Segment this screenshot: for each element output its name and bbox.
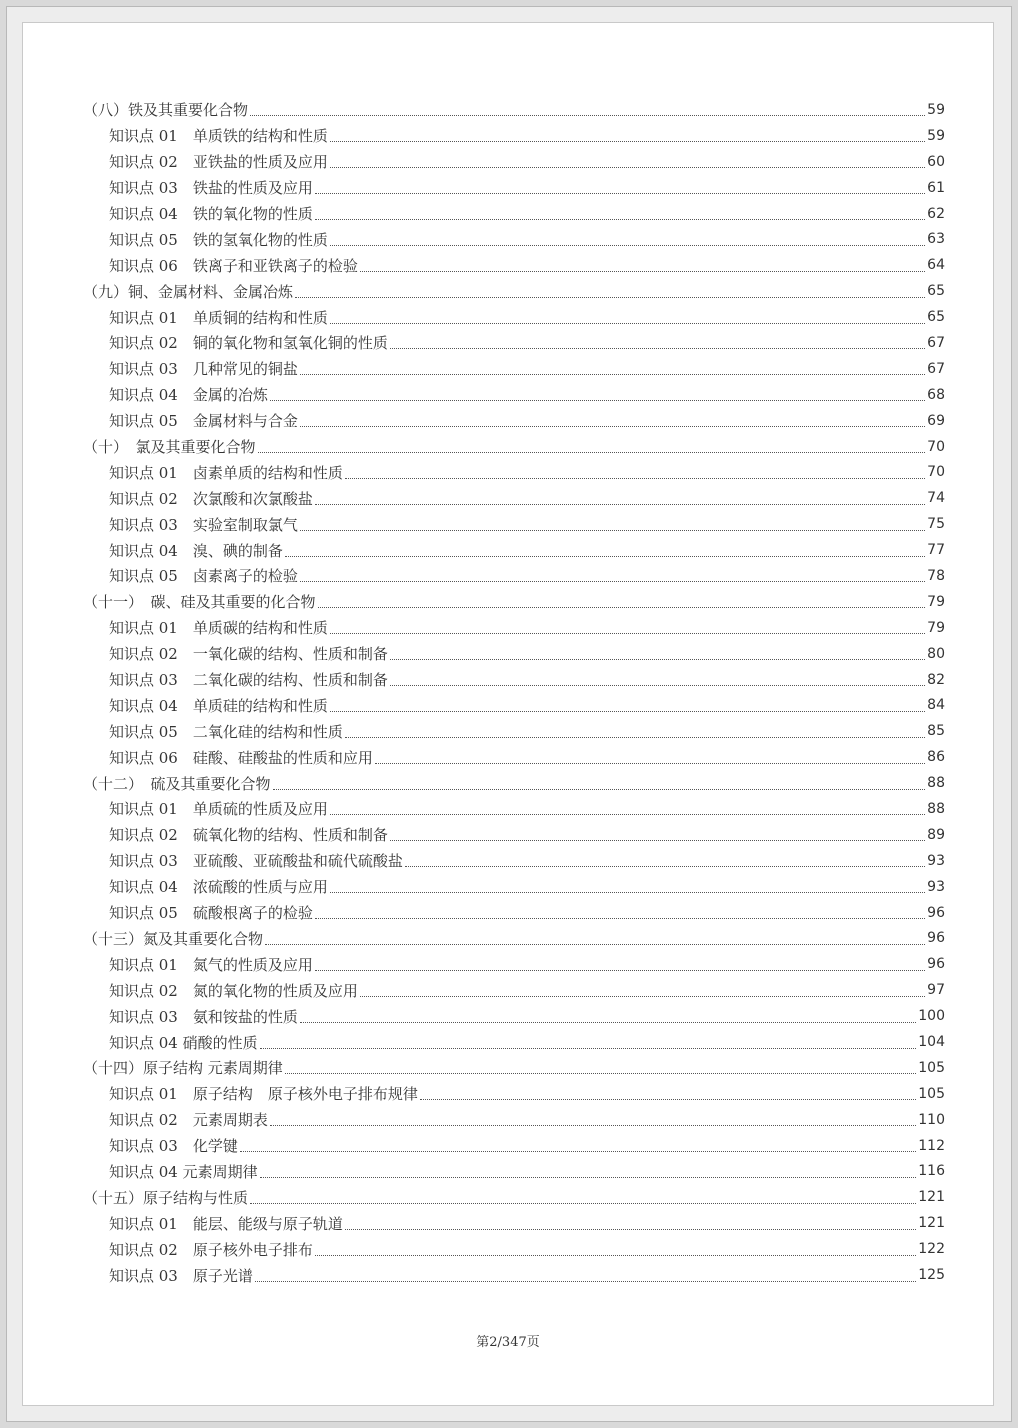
toc-entry-page-number: 82	[927, 671, 945, 688]
toc-dot-leader	[390, 659, 925, 660]
toc-dot-leader	[270, 400, 925, 401]
toc-dot-leader	[315, 193, 925, 194]
toc-chapter-entry[interactable]	[83, 926, 945, 952]
toc-entry-page-number: 88	[927, 775, 945, 792]
table-of-contents	[83, 97, 945, 1288]
toc-dot-leader	[300, 530, 925, 531]
toc-dot-leader	[330, 814, 925, 815]
toc-knowledge-point-entry[interactable]	[83, 822, 945, 848]
toc-entry-page-number: 96	[927, 904, 945, 921]
toc-entry-label: 知识点 03 化学键	[109, 1137, 238, 1156]
toc-entry-label: 知识点 02 次氯酸和次氯酸盐	[109, 489, 313, 508]
toc-entry-page-number: 116	[918, 1163, 945, 1180]
toc-knowledge-point-entry[interactable]	[83, 1081, 945, 1107]
toc-knowledge-point-entry[interactable]	[83, 796, 945, 822]
toc-knowledge-point-entry[interactable]	[83, 977, 945, 1003]
toc-dot-leader	[315, 504, 925, 505]
toc-entry-page-number: 62	[927, 205, 945, 222]
toc-entry-page-number: 105	[918, 1059, 945, 1076]
toc-entry-label: 知识点 04 元素周期律	[109, 1162, 258, 1181]
toc-knowledge-point-entry[interactable]	[83, 175, 945, 201]
toc-entry-label: 知识点 02 一氧化碳的结构、性质和制备	[109, 645, 388, 664]
toc-entry-label: （九）铜、金属材料、金属冶炼	[83, 282, 294, 301]
toc-entry-page-number: 112	[918, 1137, 945, 1154]
toc-entry-page-number: 97	[927, 982, 945, 999]
toc-entry-label: 知识点 03 实验室制取氯气	[109, 515, 298, 534]
toc-entry-page-number: 93	[927, 852, 945, 869]
toc-entry-page-number: 61	[927, 179, 945, 196]
toc-knowledge-point-entry[interactable]	[83, 511, 945, 537]
toc-entry-label: 知识点 03 原子光谱	[109, 1266, 253, 1285]
toc-dot-leader	[360, 271, 925, 272]
toc-knowledge-point-entry[interactable]	[83, 330, 945, 356]
toc-entry-label: （十） 氯及其重要化合物	[83, 438, 256, 457]
toc-knowledge-point-entry[interactable]	[83, 252, 945, 278]
toc-entry-label: （八）铁及其重要化合物	[83, 101, 249, 120]
toc-knowledge-point-entry[interactable]	[83, 537, 945, 563]
toc-entry-page-number: 74	[927, 490, 945, 507]
toc-dot-leader	[300, 374, 925, 375]
toc-knowledge-point-entry[interactable]	[83, 123, 945, 149]
toc-dot-leader	[273, 789, 926, 790]
toc-dot-leader	[285, 1073, 916, 1074]
toc-knowledge-point-entry[interactable]	[83, 1210, 945, 1236]
toc-knowledge-point-entry[interactable]	[83, 382, 945, 408]
toc-entry-label: 知识点 05 铁的氢氧化物的性质	[109, 230, 328, 249]
toc-dot-leader	[258, 452, 926, 453]
toc-entry-label: （十一） 碳、硅及其重要的化合物	[83, 593, 316, 612]
toc-entry-page-number: 65	[927, 309, 945, 326]
toc-entry-page-number: 110	[918, 1111, 945, 1128]
toc-knowledge-point-entry[interactable]	[83, 459, 945, 485]
toc-entry-label: （十二） 硫及其重要化合物	[83, 774, 271, 793]
toc-entry-label: 知识点 04 金属的冶炼	[109, 386, 268, 405]
toc-dot-leader	[345, 1229, 916, 1230]
toc-entry-label: 知识点 04 铁的氧化物的性质	[109, 205, 313, 223]
toc-entry-page-number: 70	[927, 438, 945, 455]
toc-entry-label: （十五）原子结构与性质	[83, 1188, 249, 1207]
toc-dot-leader	[330, 633, 925, 634]
toc-knowledge-point-entry[interactable]	[83, 848, 945, 874]
toc-dot-leader	[260, 1048, 917, 1049]
toc-entry-label: 知识点 04 溴、碘的制备	[109, 541, 283, 560]
toc-entry-label: 知识点 06 硅酸、硅酸盐的性质和应用	[109, 748, 373, 767]
toc-knowledge-point-entry[interactable]	[83, 485, 945, 511]
toc-dot-leader	[420, 1099, 916, 1100]
toc-dot-leader	[390, 685, 925, 686]
toc-entry-label: 知识点 02 元素周期表	[109, 1111, 268, 1130]
toc-entry-page-number: 88	[927, 800, 945, 817]
toc-dot-leader	[300, 426, 925, 427]
toc-knowledge-point-entry[interactable]	[83, 692, 945, 718]
toc-knowledge-point-entry[interactable]	[83, 149, 945, 175]
toc-chapter-entry[interactable]	[83, 434, 945, 460]
toc-knowledge-point-entry[interactable]	[83, 201, 945, 227]
toc-dot-leader	[315, 1255, 916, 1256]
toc-knowledge-point-entry[interactable]	[83, 951, 945, 977]
toc-entry-label: 知识点 01 氮气的性质及应用	[109, 955, 313, 974]
toc-knowledge-point-entry[interactable]	[83, 874, 945, 900]
toc-knowledge-point-entry[interactable]	[83, 304, 945, 330]
toc-entry-label: 知识点 01 卤素单质的结构和性质	[109, 463, 343, 482]
toc-entry-label: 知识点 03 二氧化碳的结构、性质和制备	[109, 671, 388, 690]
toc-entry-page-number: 100	[918, 1008, 945, 1025]
toc-dot-leader	[300, 1022, 916, 1023]
toc-knowledge-point-entry[interactable]	[83, 615, 945, 641]
toc-knowledge-point-entry[interactable]	[83, 408, 945, 434]
toc-entry-label: 知识点 02 硫氧化物的结构、性质和制备	[109, 826, 388, 845]
toc-entry-label: 知识点 04 单质硅的结构和性质	[109, 696, 328, 715]
document-page	[22, 22, 994, 1406]
toc-entry-page-number: 122	[918, 1241, 945, 1258]
toc-entry-label: 知识点 04 硝酸的性质	[109, 1033, 258, 1052]
toc-entry-label: （十四）原子结构 元素周期律	[83, 1059, 283, 1078]
toc-dot-leader	[330, 323, 925, 324]
toc-entry-page-number: 105	[918, 1085, 945, 1102]
toc-chapter-entry[interactable]	[83, 770, 945, 796]
toc-knowledge-point-entry[interactable]	[83, 641, 945, 667]
toc-knowledge-point-entry[interactable]	[83, 1133, 945, 1159]
toc-entry-page-number: 79	[927, 619, 945, 636]
toc-entry-label: 知识点 02 原子核外电子排布	[109, 1240, 313, 1259]
toc-chapter-entry[interactable]	[83, 1184, 945, 1210]
toc-dot-leader	[318, 607, 926, 608]
toc-knowledge-point-entry[interactable]	[83, 744, 945, 770]
toc-entry-label: 知识点 03 氨和铵盐的性质	[109, 1007, 298, 1026]
toc-entry-page-number: 121	[918, 1189, 945, 1206]
toc-dot-leader	[265, 944, 925, 945]
toc-entry-label: 知识点 05 硫酸根离子的检验	[109, 904, 313, 923]
toc-knowledge-point-entry[interactable]	[83, 1029, 945, 1055]
toc-entry-label: 知识点 02 铜的氧化物和氢氧化铜的性质	[109, 334, 388, 353]
toc-entry-label: 知识点 03 亚硫酸、亚硫酸盐和硫代硫酸盐	[109, 852, 403, 871]
toc-entry-page-number: 93	[927, 878, 945, 895]
toc-dot-leader	[240, 1151, 916, 1152]
toc-entry-page-number: 85	[927, 723, 945, 740]
toc-entry-label: 知识点 03 几种常见的铜盐	[109, 360, 298, 379]
toc-dot-leader	[250, 1203, 916, 1204]
toc-entry-page-number: 59	[927, 101, 945, 118]
toc-dot-leader	[260, 1177, 917, 1178]
toc-entry-page-number: 104	[918, 1034, 945, 1050]
toc-entry-page-number: 84	[927, 697, 945, 714]
toc-entry-label: 知识点 01 单质碳的结构和性质	[109, 619, 328, 638]
toc-entry-page-number: 75	[927, 516, 945, 533]
toc-knowledge-point-entry[interactable]	[83, 1107, 945, 1133]
toc-dot-leader	[330, 245, 925, 246]
toc-entry-label: 知识点 05 金属材料与合金	[109, 412, 298, 431]
toc-entry-page-number: 64	[927, 257, 945, 274]
toc-entry-page-number: 78	[927, 567, 945, 584]
toc-entry-page-number: 79	[927, 593, 945, 610]
toc-knowledge-point-entry[interactable]	[83, 563, 945, 589]
toc-entry-label: 知识点 01 能层、能级与原子轨道	[109, 1214, 343, 1233]
toc-entry-label: （十三）氮及其重要化合物	[83, 929, 264, 948]
toc-chapter-entry[interactable]	[83, 278, 945, 304]
toc-dot-leader	[375, 763, 925, 764]
toc-dot-leader	[345, 737, 925, 738]
toc-entry-page-number: 70	[927, 464, 945, 481]
toc-knowledge-point-entry[interactable]	[83, 900, 945, 926]
toc-entry-label: 知识点 01 单质铜的结构和性质	[109, 308, 328, 327]
toc-entry-page-number: 67	[927, 334, 945, 351]
page-indicator: 第2/347页	[476, 1335, 540, 1350]
toc-dot-leader	[390, 348, 925, 349]
toc-knowledge-point-entry[interactable]	[83, 1262, 945, 1288]
toc-knowledge-point-entry[interactable]	[83, 356, 945, 382]
toc-entry-page-number: 68	[927, 386, 945, 403]
toc-entry-page-number: 77	[927, 542, 945, 559]
toc-entry-page-number: 60	[927, 153, 945, 170]
toc-entry-page-number: 69	[927, 412, 945, 429]
toc-entry-page-number: 121	[918, 1215, 945, 1232]
toc-entry-label: 知识点 02 氮的氧化物的性质及应用	[109, 981, 358, 1000]
toc-dot-leader	[330, 141, 925, 142]
toc-dot-leader	[270, 1125, 916, 1126]
toc-knowledge-point-entry[interactable]	[83, 718, 945, 744]
toc-dot-leader	[405, 866, 925, 867]
toc-chapter-entry[interactable]	[83, 97, 945, 123]
toc-knowledge-point-entry[interactable]	[83, 1159, 945, 1185]
toc-entry-label: 知识点 01 单质铁的结构和性质	[109, 127, 328, 146]
toc-entry-label: 知识点 04 浓硫酸的性质与应用	[109, 878, 328, 897]
toc-entry-page-number: 89	[927, 826, 945, 843]
toc-dot-leader	[250, 115, 925, 116]
toc-entry-page-number: 86	[927, 749, 945, 766]
toc-dot-leader	[390, 840, 925, 841]
toc-dot-leader	[315, 970, 925, 971]
toc-dot-leader	[330, 711, 925, 712]
toc-dot-leader	[330, 892, 925, 893]
toc-entry-page-number: 65	[927, 283, 945, 300]
toc-entry-label: 知识点 02 亚铁盐的性质及应用	[109, 153, 328, 172]
toc-entry-label: 知识点 03 铁盐的性质及应用	[109, 179, 313, 198]
toc-knowledge-point-entry[interactable]	[83, 1003, 945, 1029]
toc-chapter-entry[interactable]	[83, 589, 945, 615]
toc-dot-leader	[345, 478, 925, 479]
toc-dot-leader	[360, 996, 925, 997]
toc-entry-label: 知识点 05 二氧化硅的结构和性质	[109, 722, 343, 741]
toc-dot-leader	[315, 918, 925, 919]
toc-entry-page-number: 96	[927, 930, 945, 947]
toc-entry-label: 知识点 06 铁离子和亚铁离子的检验	[109, 256, 358, 275]
toc-dot-leader	[315, 219, 925, 220]
toc-knowledge-point-entry[interactable]	[83, 667, 945, 693]
toc-knowledge-point-entry[interactable]	[83, 1236, 945, 1262]
toc-entry-page-number: 59	[927, 127, 945, 144]
toc-entry-label: 知识点 01 单质硫的性质及应用	[109, 800, 328, 819]
toc-entry-label: 知识点 05 卤素离子的检验	[109, 567, 298, 586]
toc-chapter-entry[interactable]	[83, 1055, 945, 1081]
toc-dot-leader	[330, 167, 925, 168]
toc-knowledge-point-entry[interactable]	[83, 226, 945, 252]
toc-entry-page-number: 96	[927, 956, 945, 973]
toc-entry-page-number: 80	[927, 645, 945, 662]
toc-dot-leader	[295, 297, 925, 298]
toc-entry-page-number: 125	[918, 1267, 945, 1284]
toc-entry-page-number: 63	[927, 231, 945, 248]
toc-dot-leader	[255, 1281, 916, 1282]
toc-entry-label: 知识点 01 原子结构 原子核外电子排布规律	[109, 1085, 418, 1104]
toc-dot-leader	[300, 581, 925, 582]
toc-dot-leader	[285, 556, 925, 557]
toc-entry-page-number: 67	[927, 360, 945, 377]
